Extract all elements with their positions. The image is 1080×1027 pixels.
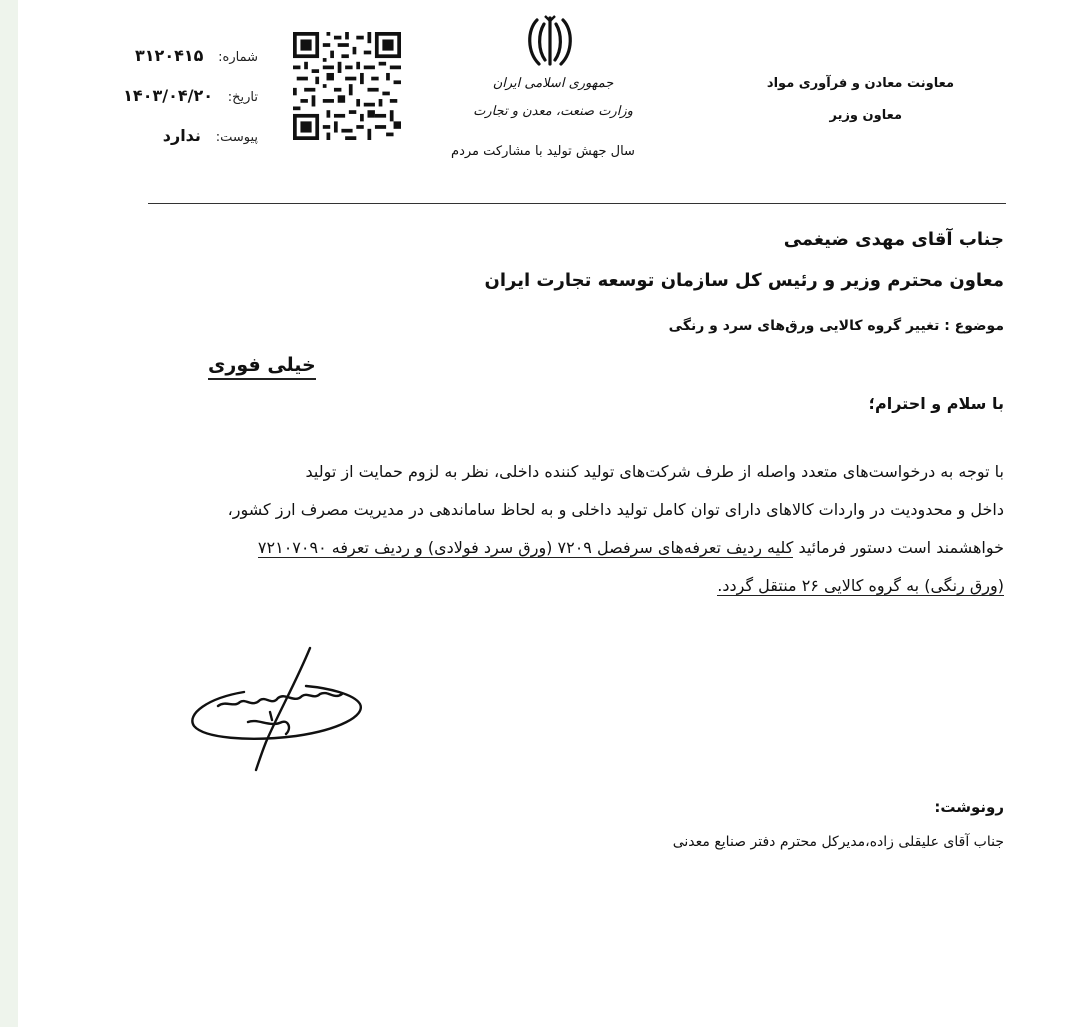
date-label: تاریخ: xyxy=(227,90,258,105)
department-name: معاونت معادن و فرآوری مواد xyxy=(766,76,954,91)
body-line-text: خواهشمند است دستور فرمائید xyxy=(798,538,1004,557)
letter-page xyxy=(18,0,1080,1027)
signature-icon xyxy=(178,642,378,777)
cc-title: رونوشت: xyxy=(934,798,1004,816)
recipient-name: جناب آقای مهدی ضیغمی xyxy=(783,229,1004,250)
letter-date xyxy=(123,86,258,105)
qr-code-icon xyxy=(293,32,401,140)
republic-name: جمهوری اسلامی ایران xyxy=(492,76,614,91)
body-line: با توجه به درخواست‌های متعدد واصله از طرف شرکت‌های تولید کننده داخلی، نظر به لزوم حمایت از تولید xyxy=(305,462,1004,481)
attachment-label: پیوست: xyxy=(215,130,258,145)
body-line: داخل و محدودیت در واردات کالاهای دارای توان کامل تولید داخلی و به لحاظ ساماندهی در مدیریت مصرف ارز کشور، xyxy=(227,500,1004,519)
body-line xyxy=(90,538,1004,557)
body-line-underlined: (ورق رنگی) به گروه کالایی ۲۶ منتقل گردد. xyxy=(717,576,1004,595)
header-divider xyxy=(148,203,1006,204)
date-value: ۱۴۰۳/۰۴/۲۰ xyxy=(123,86,213,105)
year-slogan: سال جهش تولید با مشارکت مردم xyxy=(451,144,635,159)
number-label: شماره: xyxy=(218,50,258,65)
attachment-value: ندارد xyxy=(162,126,201,145)
letter-attachment xyxy=(163,126,258,145)
cc-line: جناب آقای علیقلی زاده،مدیرکل محترم دفتر صنایع معدنی xyxy=(672,834,1004,850)
letter-number xyxy=(135,46,258,65)
recipient-title: معاون محترم وزیر و رئیس کل سازمان توسعه تجارت ایران xyxy=(484,270,1004,291)
greeting: با سلام و احترام؛ xyxy=(868,394,1004,413)
urgency-label: خیلی فوری xyxy=(208,354,316,380)
ministry-name: وزارت صنعت، معدن و تجارت xyxy=(473,104,633,119)
department-sub: معاون وزیر xyxy=(829,108,902,123)
body-line-underlined: کلیه ردیف تعرفه‌های سرفصل ۷۲۰۹ (ورق سرد فولادی) و ردیف تعرفه ۷۲۱۰۷۰۹۰ xyxy=(257,538,794,557)
number-value: ۳۱۲۰۴۱۵ xyxy=(135,46,204,65)
body-line xyxy=(90,576,1004,595)
letter-subject: موضوع : تغییر گروه کالایی ورق‌های سرد و رنگی xyxy=(668,318,1004,334)
iran-emblem-icon xyxy=(523,14,577,70)
